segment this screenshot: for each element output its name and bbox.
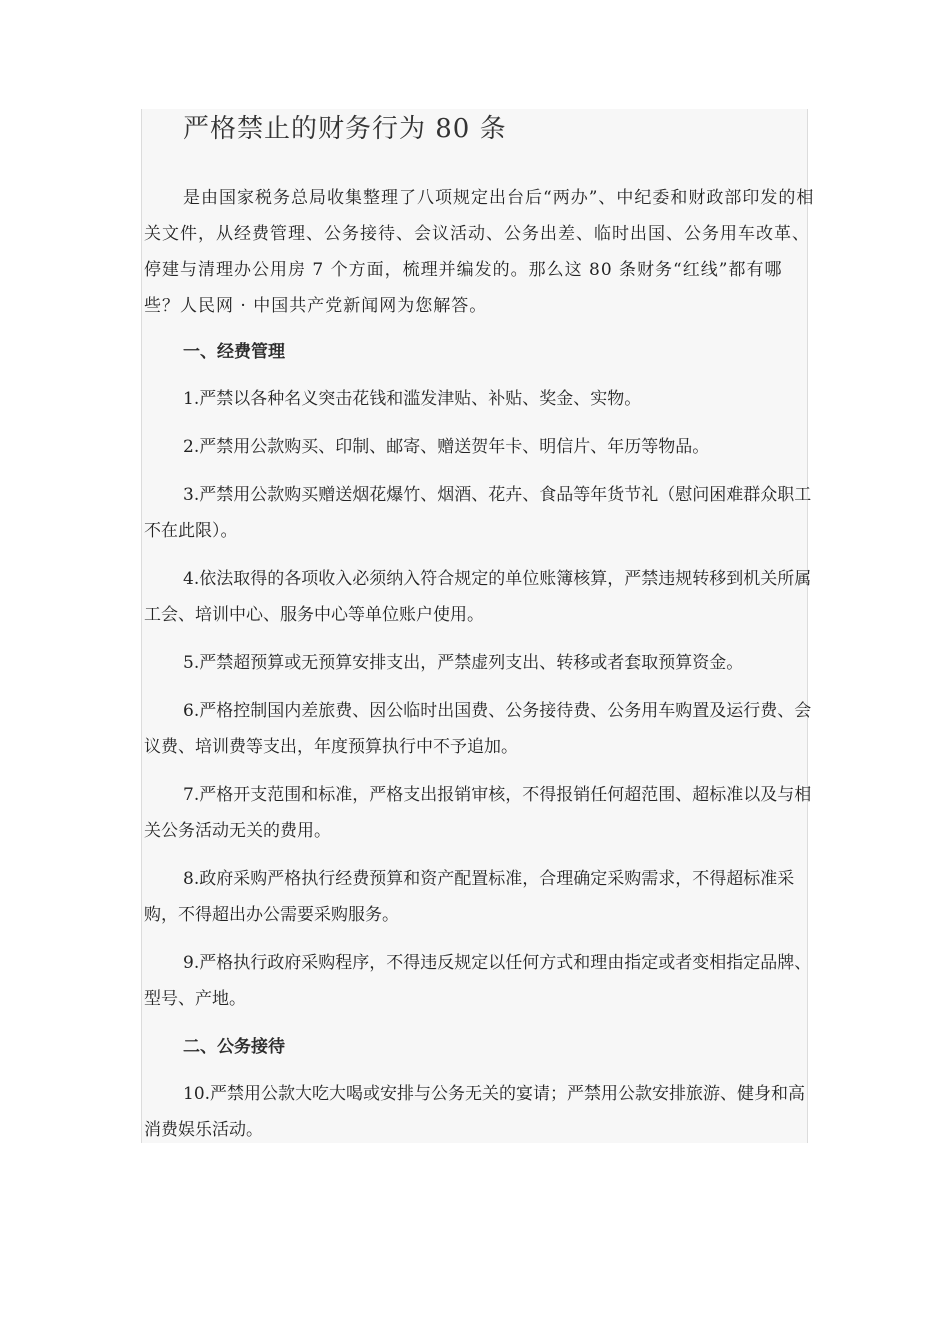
intro-paragraph: 是由国家税务总局收集整理了八项规定出台后“两办”、中纪委和财政部印发的相关文件，从经费管理、公务接待、会议活动、公务出差、临时出国、公务用车改革、停建与清理办公用房 7 个方面，梳理并编发的。那么这 80 条财务“红线”都有哪些？人民网 · 中国共产党新闻网为您解答。 xyxy=(144,188,815,316)
list-item: 3.严禁用公款购买赠送烟花爆竹、烟酒、花卉、食品等年货节礼（慰问困难群众职工不在此限）。 xyxy=(144,485,812,541)
list-item: 4.依法取得的各项收入必须纳入符合规定的单位账簿核算，严禁违规转移到机关所属工会、培训中心、服务中心等单位账户使用。 xyxy=(144,569,812,625)
list-item: 5.严禁超预算或无预算安排支出，严禁虚列支出、转移或者套取预算资金。 xyxy=(183,653,744,673)
list-item: 1.严禁以各种名义突击花钱和滥发津贴、补贴、奖金、实物。 xyxy=(183,389,642,409)
section-heading-funds-management: 一、经费管理 xyxy=(183,342,285,362)
list-item: 6.严格控制国内差旅费、因公临时出国费、公务接待费、公务用车购置及运行费、会议费、培训费等支出，年度预算执行中不予追加。 xyxy=(144,701,812,757)
list-item: 8.政府采购严格执行经费预算和资产配置标准，合理确定采购需求，不得超标准采购，不得超出办公需要采购服务。 xyxy=(144,869,795,925)
list-item: 2.严禁用公款购买、印制、邮寄、赠送贺年卡、明信片、年历等物品。 xyxy=(183,437,710,457)
list-item: 9.严格执行政府采购程序，不得违反规定以任何方式和理由指定或者变相指定品牌、型号、产地。 xyxy=(144,953,812,1009)
section-heading-official-reception: 二、公务接待 xyxy=(183,1037,285,1057)
list-item: 10.严禁用公款大吃大喝或安排与公务无关的宴请；严禁用公款安排旅游、健身和高消费娱乐活动。 xyxy=(144,1084,806,1140)
list-item: 7.严格开支范围和标准，严格支出报销审核，不得报销任何超范围、超标准以及与相关公务活动无关的费用。 xyxy=(144,785,812,841)
document-title: 严格禁止的财务行为 80 条 xyxy=(183,114,507,144)
